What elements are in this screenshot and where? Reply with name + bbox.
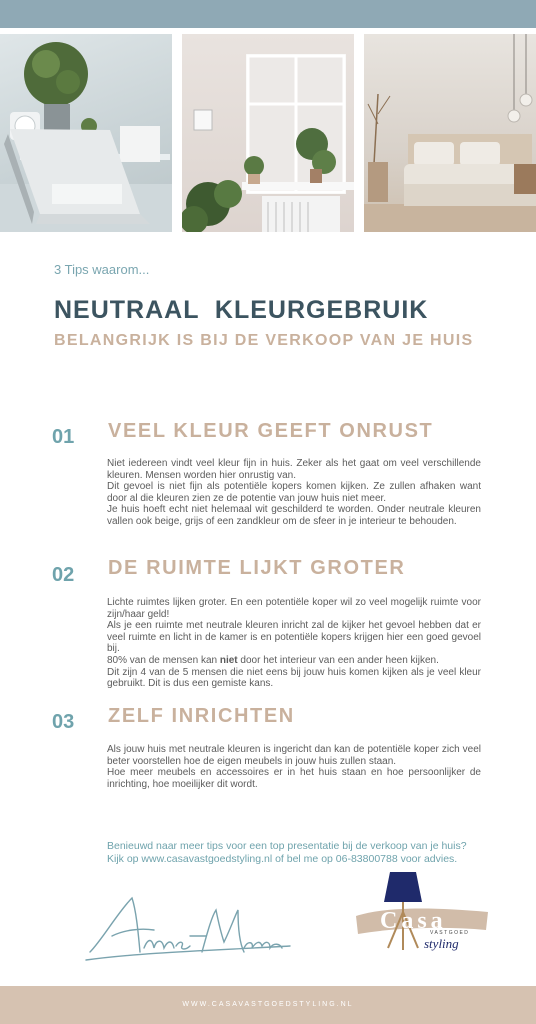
tip-paragraph: Als jouw huis met neutrale kleuren is ingericht dan kan de potentiële koper zich veel beter voorstellen hoe de eigen meubels in jouw huis zullen staan.	[107, 744, 481, 767]
footer-band	[0, 986, 536, 1024]
svg-text:Casa: Casa	[380, 908, 447, 934]
photo-window-with-plants	[182, 34, 354, 232]
svg-text:styling: styling	[424, 936, 459, 951]
tip-number: 01	[52, 426, 75, 448]
intro-kicker: 3 Tips waarom...	[54, 262, 150, 277]
stat-text: door het interieur van een ander heen kijken.	[237, 654, 439, 666]
tip-number: 03	[52, 711, 75, 733]
tip-body	[107, 597, 481, 690]
tip-paragraph: Hoe meer meubels en accessoires er in het huis staan en hoe persoonlijker de inrichting, hoe moeilijker dit wordt.	[107, 767, 481, 790]
tip-paragraph: Lichte ruimtes lijken groter. En een potentiële koper wil zo veel mogelijk ruimte voor zijn/haar geld!	[107, 597, 481, 620]
photo-neutral-bedroom	[364, 34, 536, 232]
cta-line: Kijk op www.casavastgoedstyling.nl of bel me op 06-83800788 voor advies.	[107, 853, 458, 865]
page-subtitle: BELANGRIJK IS BIJ DE VERKOOP VAN JE HUIS	[54, 332, 474, 349]
contact-call-to-action	[107, 840, 507, 866]
tip-body	[107, 458, 481, 528]
photo-white-office-desk	[0, 34, 172, 232]
tip-paragraph: Dit gevoel is niet fijn als potentiële kopers komen kijken. Ze zullen afhaken want door al die kleuren zien ze de potentie van jouw huis niet meer.	[107, 481, 481, 504]
signature-anne-marie	[84, 890, 294, 966]
top-color-band	[0, 0, 536, 28]
tip-heading: ZELF INRICHTEN	[108, 705, 295, 727]
stat-emphasis: niet	[219, 654, 238, 666]
footer-website: WWW.CASAVASTGOEDSTYLING.NL	[182, 1001, 354, 1008]
svg-text:VASTGOED: VASTGOED	[430, 930, 470, 936]
tip-statistic	[107, 655, 481, 667]
tip-paragraph: Dit zijn 4 van de 5 mensen die niet eens bij jouw huis komen kijken als je veel kleur gebruikt. Dit is dus een gemiste kans.	[107, 666, 481, 690]
stat-text: 80% van de mensen kan	[107, 654, 220, 666]
page-title: NEUTRAAL KLEURGEBRUIK	[54, 296, 429, 324]
tip-paragraph: Je huis hoeft echt niet helemaal wit geschilderd te worden. Onder neutrale kleuren vallen ook beige, grijs of een zandkleur om de sfeer in je interieur te behouden.	[107, 504, 481, 527]
tip-number: 02	[52, 564, 75, 586]
casa-vastgoed-styling-logo	[352, 872, 492, 958]
tip-paragraph: Als je een ruimte met neutrale kleuren inricht zal de kijker het gevoel hebben dat er veel ruimte en licht in de kamer is en potentiële kopers krijgen hier een goed gevoel bij.	[107, 620, 481, 655]
tip-heading: DE RUIMTE LIJKT GROTER	[108, 557, 406, 579]
cta-line: Benieuwd naar meer tips voor een top presentatie bij de verkoop van je huis?	[107, 840, 467, 852]
tip-heading: VEEL KLEUR GEEFT ONRUST	[108, 420, 434, 442]
tip-paragraph: Niet iedereen vindt veel kleur fijn in huis. Zeker als het gaat om veel verschillende kleuren. Mensen worden hier onrustig van.	[107, 458, 481, 481]
tip-body	[107, 744, 481, 790]
